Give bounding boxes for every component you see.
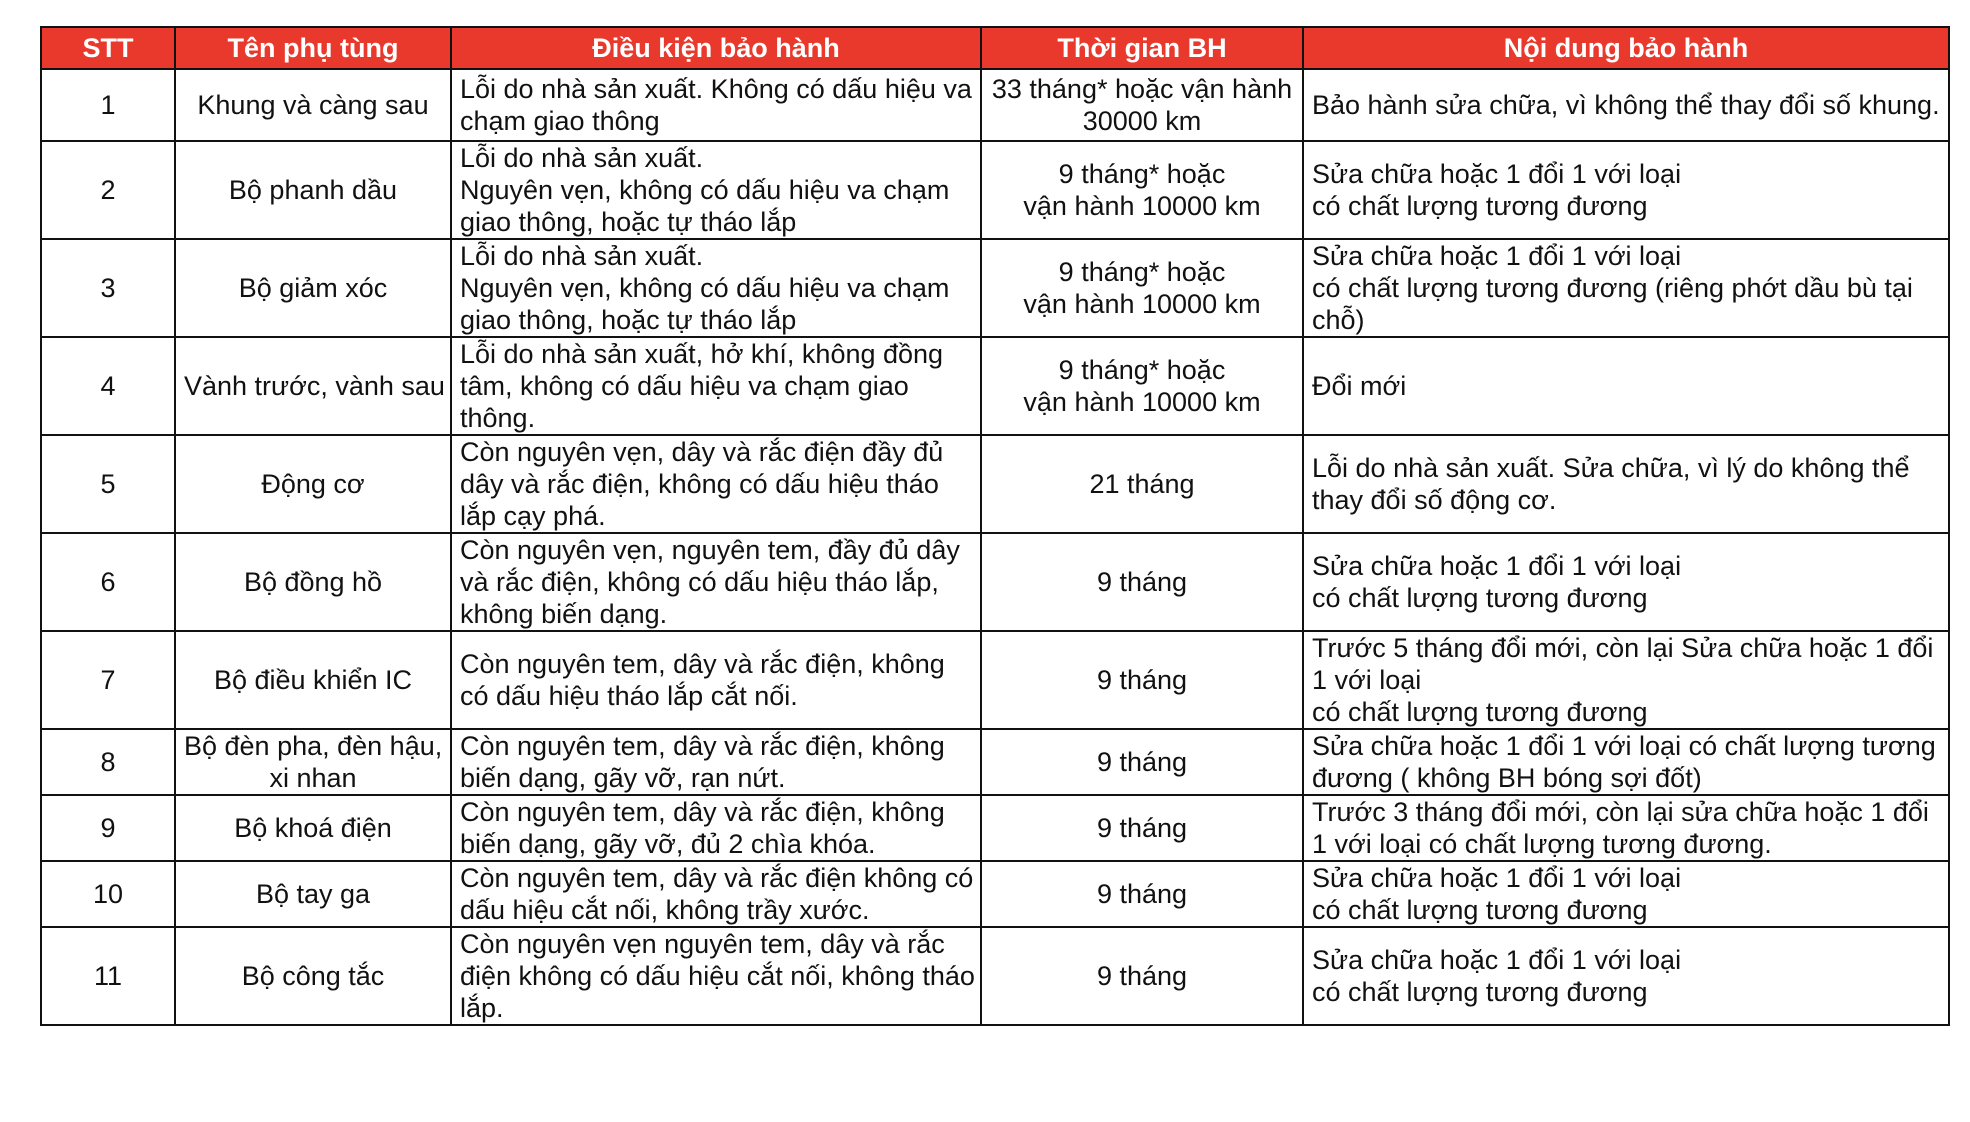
cell-condition-line: tâm, không có dấu hiệu va chạm giao	[460, 371, 909, 401]
cell-part-name-line: Bộ đèn pha, đèn hậu,	[184, 731, 443, 761]
cell-content-line: Trước 3 tháng đổi mới, còn lại sửa chữa hoặc 1 đổi	[1312, 797, 1929, 827]
cell-condition-line: và rắc điện, không có dấu hiệu tháo lắp,	[460, 567, 939, 597]
cell-stt: 6	[41, 533, 175, 631]
header-content: Nội dung bảo hành	[1303, 27, 1949, 69]
cell-condition-line: Còn nguyên vẹn, dây và rắc điện đầy đủ	[460, 437, 944, 467]
table-row	[41, 533, 1949, 631]
cell-condition-line: Còn nguyên vẹn, nguyên tem, đầy đủ dây	[460, 535, 960, 565]
cell-period-line: vận hành 10000 km	[1023, 191, 1261, 221]
cell-part-name	[175, 927, 451, 1025]
cell-content-line: có chất lượng tương đương	[1312, 977, 1648, 1007]
cell-content	[1303, 861, 1949, 927]
cell-period-line: 9 tháng* hoặc	[1058, 355, 1226, 385]
cell-content	[1303, 337, 1949, 435]
cell-condition	[451, 435, 981, 533]
cell-condition	[451, 861, 981, 927]
cell-condition	[451, 239, 981, 337]
cell-stt: 1	[41, 69, 175, 141]
cell-part-name-line: Động cơ	[261, 469, 365, 499]
cell-period-line: 9 tháng* hoặc	[1058, 159, 1226, 189]
cell-condition-line: biến dạng, gãy vỡ, đủ 2 chìa khóa.	[460, 829, 876, 859]
table-row	[41, 631, 1949, 729]
cell-condition-line: lắp.	[460, 993, 504, 1023]
cell-part-name	[175, 141, 451, 239]
cell-condition-line: giao thông, hoặc tự tháo lắp	[460, 305, 797, 335]
warranty-table	[40, 26, 1950, 1026]
cell-period-line: 9 tháng	[1096, 813, 1188, 843]
header-period: Thời gian BH	[981, 27, 1303, 69]
cell-stt: 5	[41, 435, 175, 533]
table-row	[41, 927, 1949, 1025]
header-part-name: Tên phụ tùng	[175, 27, 451, 69]
cell-condition-line: dấu hiệu cắt nối, không trầy xước.	[460, 895, 870, 925]
cell-part-name-line: Vành trước, vành sau	[184, 371, 445, 401]
cell-period-line: 9 tháng	[1096, 567, 1188, 597]
cell-condition	[451, 729, 981, 795]
cell-part-name	[175, 239, 451, 337]
cell-content-line: 1 với loại có chất lượng tương đương.	[1312, 829, 1772, 859]
cell-condition-line: Lỗi do nhà sản xuất. Không có dấu hiệu va	[460, 74, 972, 104]
cell-period-line: 33 tháng* hoặc vận hành	[991, 74, 1293, 104]
cell-condition-line: điện không có dấu hiệu cắt nối, không tháo	[460, 961, 975, 991]
header-condition: Điều kiện bảo hành	[451, 27, 981, 69]
header-stt: STT	[41, 27, 175, 69]
cell-condition-line: dây và rắc điện, không có dấu hiệu tháo	[460, 469, 939, 499]
cell-content-line: Sửa chữa hoặc 1 đổi 1 với loại	[1312, 945, 1682, 975]
cell-part-name	[175, 729, 451, 795]
cell-content-line: Đổi mới	[1312, 371, 1407, 401]
header-row	[41, 27, 1949, 69]
cell-part-name-line: Bộ tay ga	[255, 879, 371, 909]
cell-condition-line: thông.	[460, 403, 536, 433]
cell-stt: 4	[41, 337, 175, 435]
cell-period	[981, 337, 1303, 435]
table-row	[41, 435, 1949, 533]
cell-content	[1303, 141, 1949, 239]
cell-condition-line: Lỗi do nhà sản xuất, hở khí, không đồng	[460, 339, 944, 369]
cell-content-line: chỗ)	[1312, 305, 1365, 335]
cell-period-line: vận hành 10000 km	[1023, 289, 1261, 319]
cell-stt: 8	[41, 729, 175, 795]
cell-content-line: Trước 5 tháng đổi mới, còn lại Sửa chữa hoặc 1 đổi	[1312, 633, 1934, 663]
cell-stt: 10	[41, 861, 175, 927]
cell-part-name-line: Khung và càng sau	[197, 90, 429, 120]
cell-content-line: Sửa chữa hoặc 1 đổi 1 với loại có chất lượng tương	[1312, 731, 1936, 761]
cell-condition	[451, 69, 981, 141]
cell-period-line: 9 tháng	[1096, 961, 1188, 991]
cell-part-name-line: Bộ giảm xóc	[238, 273, 388, 303]
table-row	[41, 239, 1949, 337]
cell-content	[1303, 435, 1949, 533]
cell-condition-line: Nguyên vẹn, không có dấu hiệu va chạm	[460, 175, 950, 205]
cell-part-name	[175, 533, 451, 631]
table-row	[41, 69, 1949, 141]
cell-condition-line: giao thông, hoặc tự tháo lắp	[460, 207, 797, 237]
cell-part-name-line: Bộ công tắc	[241, 961, 385, 991]
cell-part-name	[175, 337, 451, 435]
cell-part-name-line: xi nhan	[269, 763, 357, 793]
cell-part-name-line: Bộ phanh dầu	[228, 175, 398, 205]
cell-part-name	[175, 861, 451, 927]
cell-condition	[451, 795, 981, 861]
cell-part-name-line: Bộ đồng hồ	[243, 567, 383, 597]
cell-period	[981, 435, 1303, 533]
cell-content-line: có chất lượng tương đương (riêng phớt dầu bù tại	[1312, 273, 1913, 303]
cell-content-line: đương ( không BH bóng sợi đốt)	[1312, 763, 1702, 793]
cell-period-line: 9 tháng	[1096, 665, 1188, 695]
cell-content	[1303, 631, 1949, 729]
cell-stt: 3	[41, 239, 175, 337]
cell-condition	[451, 337, 981, 435]
cell-content	[1303, 533, 1949, 631]
cell-part-name-line: Bộ điều khiển IC	[213, 665, 413, 695]
cell-condition-line: Lỗi do nhà sản xuất.	[460, 241, 704, 271]
cell-part-name-line: Bộ khoá điện	[234, 813, 392, 843]
cell-period	[981, 69, 1303, 141]
cell-period	[981, 533, 1303, 631]
cell-period	[981, 239, 1303, 337]
cell-condition-line: chạm giao thông	[460, 106, 660, 136]
table-row	[41, 729, 1949, 795]
cell-content-line: Sửa chữa hoặc 1 đổi 1 với loại	[1312, 863, 1682, 893]
table-row	[41, 141, 1949, 239]
cell-stt: 11	[41, 927, 175, 1025]
table-row	[41, 795, 1949, 861]
cell-period-line: 30000 km	[1082, 106, 1202, 136]
warranty-sheet	[40, 26, 1950, 1026]
table-row	[41, 861, 1949, 927]
cell-part-name	[175, 435, 451, 533]
cell-condition-line: biến dạng, gãy vỡ, rạn nứt.	[460, 763, 786, 793]
cell-condition-line: Còn nguyên tem, dây và rắc điện, không	[460, 731, 945, 761]
cell-condition-line: Còn nguyên tem, dây và rắc điện, không	[460, 649, 945, 679]
cell-content-line: có chất lượng tương đương	[1312, 895, 1648, 925]
cell-stt: 7	[41, 631, 175, 729]
cell-period-line: 21 tháng	[1089, 469, 1195, 499]
cell-period	[981, 861, 1303, 927]
cell-content-line: Bảo hành sửa chữa, vì không thể thay đổi số khung.	[1312, 90, 1940, 120]
cell-condition-line: lắp cạy phá.	[460, 501, 606, 531]
cell-condition-line: Còn nguyên vẹn nguyên tem, dây và rắc	[460, 929, 945, 959]
cell-period	[981, 141, 1303, 239]
cell-period	[981, 795, 1303, 861]
cell-content-line: thay đổi số động cơ.	[1312, 485, 1557, 515]
cell-part-name	[175, 795, 451, 861]
cell-period-line: 9 tháng* hoặc	[1058, 257, 1226, 287]
cell-condition-line: Lỗi do nhà sản xuất.	[460, 143, 704, 173]
cell-content-line: có chất lượng tương đương	[1312, 191, 1648, 221]
cell-period	[981, 729, 1303, 795]
cell-content	[1303, 69, 1949, 141]
cell-condition	[451, 631, 981, 729]
cell-condition-line: không biến dạng.	[460, 599, 668, 629]
cell-content	[1303, 729, 1949, 795]
cell-period	[981, 927, 1303, 1025]
cell-content-line: 1 với loại	[1312, 665, 1422, 695]
cell-content	[1303, 795, 1949, 861]
cell-period-line: 9 tháng	[1096, 747, 1188, 777]
cell-content-line: Sửa chữa hoặc 1 đổi 1 với loại	[1312, 159, 1682, 189]
cell-stt: 9	[41, 795, 175, 861]
cell-period	[981, 631, 1303, 729]
cell-content-line: có chất lượng tương đương	[1312, 697, 1648, 727]
cell-condition	[451, 533, 981, 631]
cell-content-line: Sửa chữa hoặc 1 đổi 1 với loại	[1312, 241, 1682, 271]
cell-condition-line: Còn nguyên tem, dây và rắc điện không có	[460, 863, 974, 893]
cell-period-line: 9 tháng	[1096, 879, 1188, 909]
cell-condition	[451, 927, 981, 1025]
table-body	[41, 69, 1949, 1025]
cell-part-name	[175, 631, 451, 729]
cell-content	[1303, 927, 1949, 1025]
cell-content-line: Sửa chữa hoặc 1 đổi 1 với loại	[1312, 551, 1682, 581]
cell-content	[1303, 239, 1949, 337]
cell-part-name	[175, 69, 451, 141]
cell-content-line: Lỗi do nhà sản xuất. Sửa chữa, vì lý do không thể	[1312, 453, 1910, 483]
cell-condition-line: Còn nguyên tem, dây và rắc điện, không	[460, 797, 945, 827]
cell-condition-line: có dấu hiệu tháo lắp cắt nối.	[460, 681, 798, 711]
cell-condition-line: Nguyên vẹn, không có dấu hiệu va chạm	[460, 273, 950, 303]
cell-content-line: có chất lượng tương đương	[1312, 583, 1648, 613]
cell-stt: 2	[41, 141, 175, 239]
cell-condition	[451, 141, 981, 239]
table-row	[41, 337, 1949, 435]
cell-period-line: vận hành 10000 km	[1023, 387, 1261, 417]
